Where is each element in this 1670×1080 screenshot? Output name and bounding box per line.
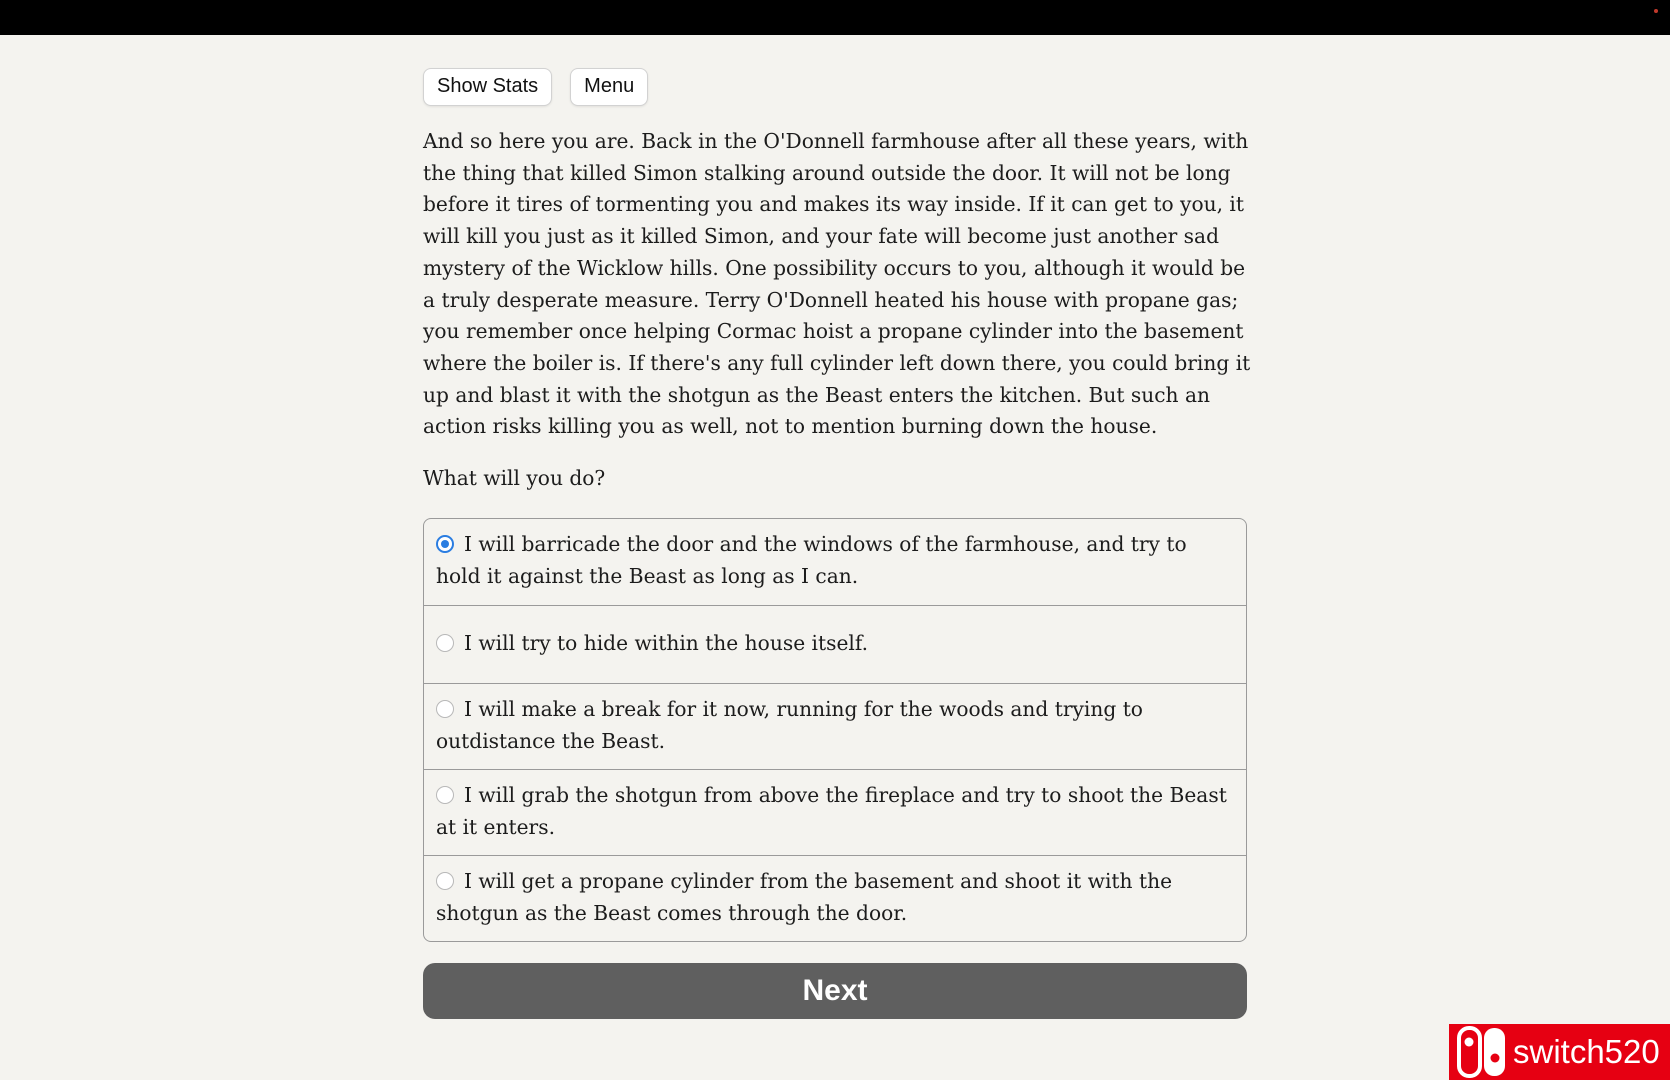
choice-label: I will get a propane cylinder from the basement and shoot it with the shotgun as the Beast comes through the door. [436, 869, 1173, 925]
watermark-text: switch520 [1513, 1033, 1660, 1070]
choice-option-run[interactable] [424, 683, 1246, 769]
choice-option-barricade[interactable] [424, 519, 1246, 605]
choice-label: I will make a break for it now, running for the woods and trying to outdistance the Beast. [436, 697, 1143, 753]
story-text: And so here you are. Back in the O'Donnell farmhouse after all these years, with the thing that killed Simon stalking around outside the door. It will not be long before it tires of tormenting you and makes its way inside. If it can get to you, it will kill you just as it killed Simon, and your fate will become just another sad mystery of the Wicklow hills. One possibility occurs to you, although it would be a truly desperate measure. Terry O'Donnell heated his house with propane gas; you remember once helping Cormac hoist a propane cylinder into the basement where the boiler is. If there's any full cylinder left down there, you could bring it up and blast it with the shotgun as the Beast enters the kitchen. But such an action risks killing you as well, not to mention burning down the house. [423, 129, 1251, 439]
radio-icon[interactable] [436, 872, 454, 890]
show-stats-button[interactable]: Show Stats [423, 68, 552, 106]
choice-prompt: What will you do? [423, 466, 606, 490]
choice-list [423, 518, 1247, 942]
next-button[interactable]: Next [423, 963, 1247, 1019]
choice-option-hide[interactable] [424, 605, 1246, 683]
top-bar [0, 0, 1670, 35]
choice-label: I will grab the shotgun from above the fireplace and try to shoot the Beast at it enters. [436, 783, 1227, 839]
radio-icon[interactable] [436, 786, 454, 804]
game-content [423, 68, 1251, 1007]
radio-icon[interactable] [436, 634, 454, 652]
choice-label: I will try to hide within the house itself. [464, 631, 869, 655]
choice-option-shotgun[interactable] [424, 769, 1246, 855]
menu-button[interactable]: Menu [570, 68, 648, 106]
watermark [1449, 1024, 1670, 1080]
switch-logo-icon [1455, 1025, 1509, 1079]
choice-label: I will barricade the door and the windows of the farmhouse, and try to hold it against the Beast as long as I can. [436, 532, 1187, 588]
radio-icon[interactable] [436, 700, 454, 718]
choice-option-propane[interactable] [424, 855, 1246, 941]
radio-selected-icon[interactable] [436, 535, 454, 553]
status-dot [1654, 9, 1658, 13]
toolbar [423, 68, 1247, 104]
